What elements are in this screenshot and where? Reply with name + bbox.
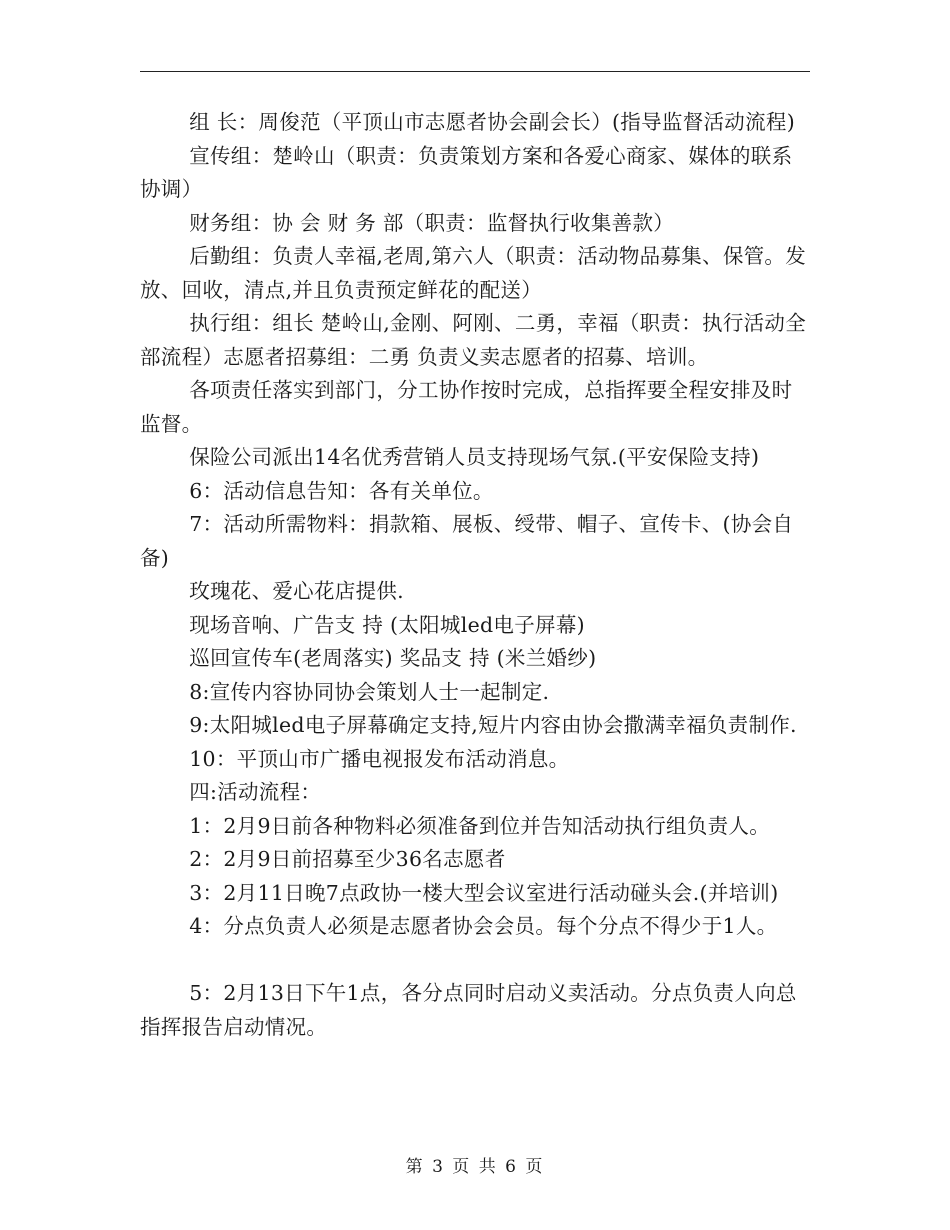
paragraph-sound: 现场音响、广告支 持 (太阳城led电子屏幕)	[189, 612, 585, 637]
header-rule	[140, 71, 810, 72]
paragraph-item-10: 10：平顶山市广播电视报发布活动消息。	[189, 746, 570, 771]
document-body	[140, 106, 810, 1044]
paragraph-step-4: 4：分点负责人必须是志愿者协会会员。每个分点不得少于1人。	[189, 914, 778, 938]
paragraph-item-6: 6：活动信息告知：各有关单位。	[189, 478, 494, 503]
section-heading-process: 四:活动流程：	[189, 780, 322, 804]
paragraph-team-leader: 组 长：周俊范（平顶山市志愿者协会副会长）(指导监督活动流程)	[189, 110, 795, 134]
paragraph-responsibility: 各项责任落实到部门，分工协作按时完成，总指挥要全程安排及时监督。	[140, 378, 793, 436]
paragraph-logistics-group: 后勤组：负责人幸福,老周,第六人（职责：活动物品募集、保管。发放、回收，清点,并且负责预定鲜花的配送）	[140, 244, 807, 302]
paragraph-finance-group: 财务组：协 会 财 务 部（职责：监督执行收集善款）	[189, 210, 675, 235]
paragraph-step-3: 3：2月11日晚7点政协一楼大型会议室进行活动碰头会.(并培训)	[189, 880, 779, 905]
paragraph-roses: 玫瑰花、爱心花店提供.	[189, 579, 405, 603]
paragraph-step-5: 5：2月13日下午1点，各分点同时启动义卖活动。分点负责人向总指挥报告启动情况。	[140, 981, 797, 1039]
paragraph-item-7: 7：活动所需物料：捐款箱、展板、绶带、帽子、宣传卡、(协会自备)	[140, 512, 794, 570]
paragraph-publicity-group: 宣传组：楚岭山（职责：负责策划方案和各爱心商家、媒体的联系协调）	[140, 143, 793, 201]
paragraph-execution-group: 执行组：组长 楚岭山,金刚、阿刚、二勇，幸福（职责：执行活动全部流程）志愿者招募组：二勇 负责义卖志愿者的招募、培训。	[140, 311, 807, 369]
paragraph-item-9: 9:太阳城led电子屏幕确定支持,短片内容由协会撒满幸福负责制作.	[189, 713, 797, 737]
paragraph-step-1: 1：2月9日前各种物料必须准备到位并告知活动执行组负责人。	[189, 813, 771, 838]
paragraph-insurance: 保险公司派出14名优秀营销人员支持现场气氛.(平安保险支持)	[189, 445, 760, 469]
page-number-footer: 第 3 页 共 6 页	[405, 1157, 545, 1177]
paragraph-item-8: 8:宣传内容协同协会策划人士一起制定.	[189, 679, 550, 704]
paragraph-step-2: 2：2月9日前招募至少36名志愿者	[189, 847, 506, 871]
paragraph-promo-car: 巡回宣传车(老周落实) 奖品支 持 (米兰婚纱)	[189, 646, 597, 670]
